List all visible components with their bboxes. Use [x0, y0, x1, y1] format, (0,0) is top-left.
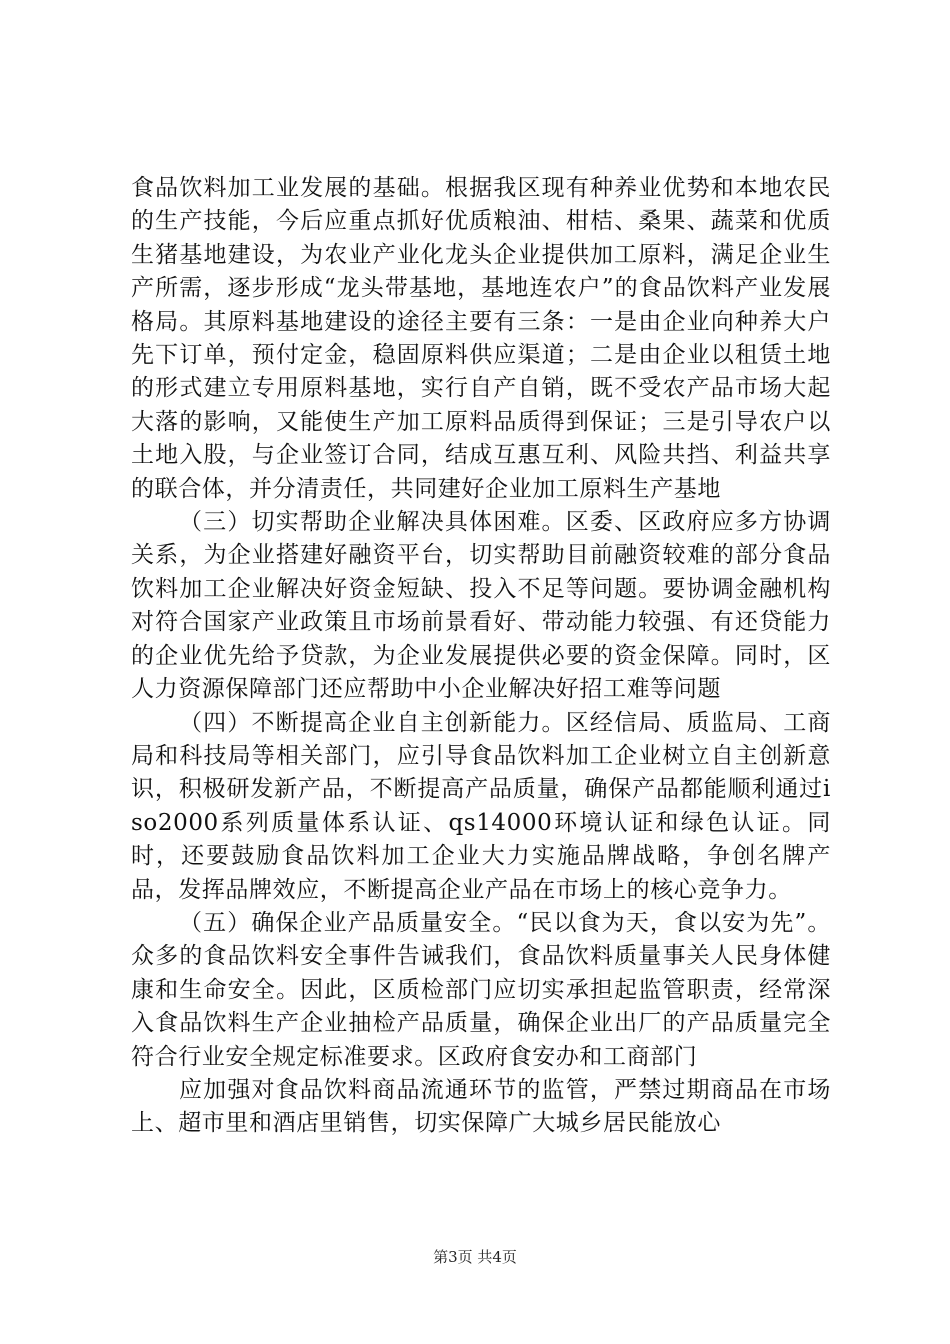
- paragraph-section-4: （四）不断提高企业自主创新能力。区经信局、质监局、工商局和科技局等相关部门，应引导食品饮料加工企业树立自主创新意识，积极研发新产品，不断提高产品质量，确保产品都能顺利通过iso2000系列质量体系认证、qs14000环境认证和绿色认证。同时，还要鼓励食品饮料加工企业大力实施品牌战略，争创名牌产品，发挥品牌效应，不断提高企业产品在市场上的核心竞争力。: [131, 709, 831, 903]
- document-body: [131, 172, 831, 1141]
- paragraph-circulation-supervision: 应加强对食品饮料商品流通环节的监管，严禁过期商品在市场上、超市里和酒店里销售，切实保障广大城乡居民能放心: [131, 1076, 831, 1137]
- paragraph-raw-material-base: 食品饮料加工业发展的基础。根据我区现有种养业优势和本地农民的生产技能，今后应重点抓好优质粮油、柑桔、桑果、蔬菜和优质生猪基地建设，为农业产业化龙头企业提供加工原料，满足企业生产所需，逐步形成“龙头带基地，基地连农户”的食品饮料产业发展格局。其原料基地建设的途径主要有三条：一是由企业向种养大户先下订单，预付定金，稳固原料供应渠道；二是由企业以租赁土地的形式建立专用原料基地，实行自产自销，既不受农产品市场大起大落的影响，又能使生产加工原料品质得到保证；三是引导农户以土地入股，与企业签订合同，结成互惠互利、风险共挡、利益共享的联合体，并分清责任，共同建好企业加工原料生产基地: [131, 175, 831, 502]
- paragraph-section-5: （五）确保企业产品质量安全。“民以食为天，食以安为先”。众多的食品饮料安全事件告诫我们，食品饮料质量事关人民身体健康和生命安全。因此，区质检部门应切实承担起监管职责，经常深入食品饮料生产企业抽检产品质量，确保企业出厂的产品质量完全符合行业安全规定标准要求。区政府食安办和工商部门: [131, 909, 831, 1070]
- page-footer: 第3页 共4页: [433, 1248, 517, 1266]
- paragraph-section-3: （三）切实帮助企业解决具体困难。区委、区政府应多方协调关系，为企业搭建好融资平台，切实帮助目前融资较难的部分食品饮料加工企业解决好资金短缺、投入不足等问题。要协调金融机构对符合国家产业政策且市场前景看好、带动能力较强、有还贷能力的企业优先给予贷款，为企业发展提供必要的资金保障。同时，区人力资源保障部门还应帮助中小企业解决好招工难等问题: [131, 509, 831, 703]
